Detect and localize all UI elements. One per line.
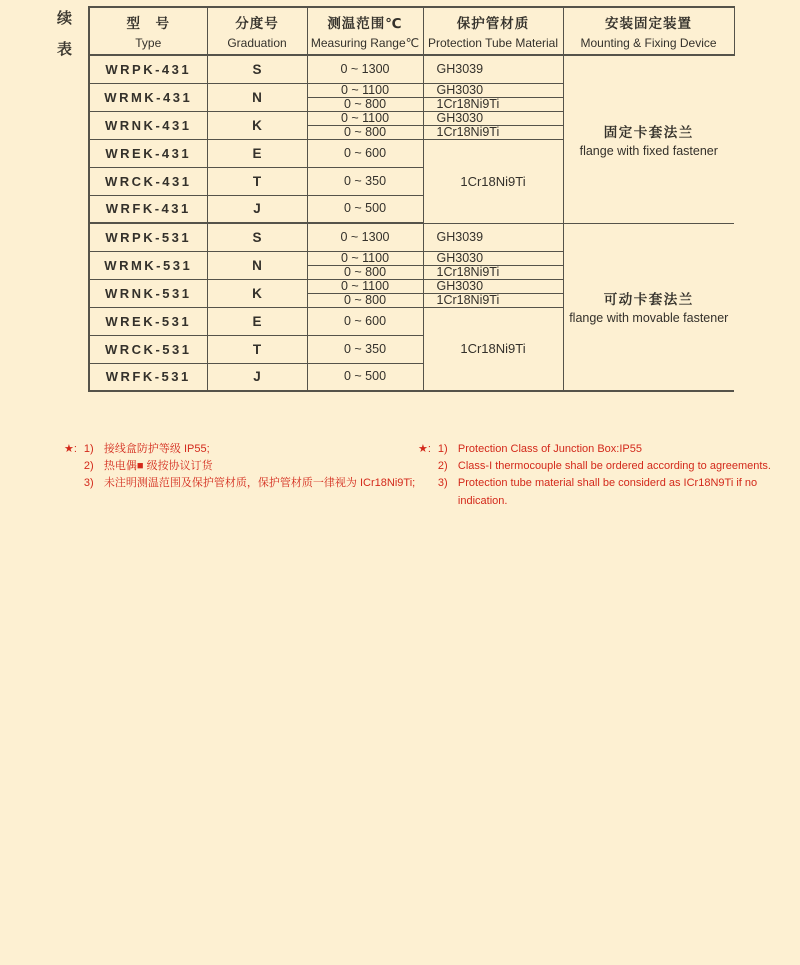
- cell-range: 0 ~ 1300: [307, 55, 423, 83]
- col-header-type-en: Type: [135, 36, 162, 50]
- footnote-number: 2): [83, 460, 94, 473]
- cell-mounting: [563, 55, 734, 223]
- cell-type: WRNK-431: [89, 111, 207, 139]
- cell-protection: GH3030: [423, 111, 563, 125]
- col-header-graduation-en: Graduation: [227, 36, 287, 50]
- continued-char-1: 续: [57, 10, 73, 27]
- footnote-number: 1): [83, 443, 94, 455]
- cell-type: WRFK-531: [89, 363, 207, 391]
- cell-graduation: T: [207, 335, 307, 363]
- footnote-item: [84, 475, 415, 492]
- col-header-range-zh: 测温范围℃: [327, 16, 403, 31]
- col-header-protection: [423, 7, 563, 55]
- cell-range: 0 ~ 350: [307, 167, 423, 195]
- col-header-range-en: Measuring Range℃: [310, 36, 420, 50]
- cell-range: 0 ~ 800: [307, 265, 423, 279]
- cell-graduation: S: [207, 55, 307, 83]
- footnote-number: 3): [437, 477, 448, 490]
- col-header-protection-en: Protection Tube Material: [427, 36, 559, 50]
- star-icon: ★:: [64, 443, 77, 455]
- footnote-number: 1): [437, 443, 448, 455]
- footnote-number: [438, 493, 458, 510]
- cell-protection: GH3039: [423, 55, 563, 83]
- cell-type: WRMK-531: [89, 251, 207, 279]
- cell-graduation: K: [207, 279, 307, 307]
- cell-mounting: [563, 223, 734, 391]
- cell-range: 0 ~ 350: [307, 335, 423, 363]
- footnotes-chinese: [64, 441, 415, 493]
- footnote-lines-en: [438, 441, 771, 510]
- cell-graduation: K: [207, 111, 307, 139]
- cell-graduation: J: [207, 363, 307, 391]
- footnote-text: indication.: [457, 494, 508, 507]
- cell-graduation: J: [207, 195, 307, 223]
- cell-range: 0 ~ 1300: [307, 223, 423, 251]
- footnote-text: 热电偶■ 级按协议订货: [103, 460, 213, 473]
- cell-protection: GH3039: [423, 223, 563, 251]
- col-header-range: [307, 7, 423, 55]
- footnote-item: [84, 441, 415, 458]
- header-row: [89, 7, 734, 55]
- cell-range: 0 ~ 600: [307, 139, 423, 167]
- footnote-item: [84, 458, 415, 475]
- cell-graduation: E: [207, 139, 307, 167]
- cell-type: WRNK-531: [89, 279, 207, 307]
- cell-range: 0 ~ 800: [307, 293, 423, 307]
- cell-range: 0 ~ 600: [307, 307, 423, 335]
- cell-protection: 1Cr18Ni9Ti: [423, 265, 563, 279]
- col-header-mounting-en: Mounting & Fixing Device: [580, 36, 717, 50]
- cell-type: WREK-531: [89, 307, 207, 335]
- cell-range: 0 ~ 800: [307, 125, 423, 139]
- footnote-item: [438, 493, 771, 510]
- footnote-number: 3): [83, 477, 94, 490]
- mounting-zh: 可动卡套法兰: [603, 292, 694, 308]
- cell-protection: GH3030: [423, 251, 563, 265]
- footnote-text: Class-I thermocouple shall be ordered according to agreements.: [457, 460, 771, 473]
- footnote-text: 接线盒防护等级 IP55;: [103, 443, 210, 455]
- mounting-zh: 固定卡套法兰: [603, 124, 694, 140]
- col-header-graduation: [207, 7, 307, 55]
- cell-range: 0 ~ 1100: [307, 83, 423, 97]
- cell-type: WRCK-431: [89, 167, 207, 195]
- mounting-en: flange with movable fastener: [569, 311, 729, 326]
- col-header-protection-zh: 保护管材质: [456, 16, 530, 31]
- cell-graduation: N: [207, 83, 307, 111]
- cell-range: 0 ~ 1100: [307, 251, 423, 265]
- col-header-graduation-zh: 分度号: [235, 16, 279, 31]
- cell-protection-merged: 1Cr18Ni9Ti: [423, 307, 563, 391]
- footnote-item: [438, 441, 771, 458]
- footnote-item: [438, 475, 771, 492]
- cell-graduation: T: [207, 167, 307, 195]
- footnote-text: Protection Class of Junction Box:IP55: [457, 443, 642, 455]
- cell-type: WRCK-531: [89, 335, 207, 363]
- cell-range: 0 ~ 500: [307, 195, 423, 223]
- cell-protection: 1Cr18Ni9Ti: [423, 293, 563, 307]
- cell-range: 0 ~ 800: [307, 97, 423, 111]
- footnotes-english: [418, 441, 771, 510]
- continued-table-label: [57, 7, 72, 59]
- footnote-item: [438, 458, 771, 475]
- continued-char-2: 表: [57, 41, 73, 58]
- cell-range: 0 ~ 1100: [307, 279, 423, 293]
- cell-type: WRFK-431: [89, 195, 207, 223]
- cell-graduation: S: [207, 223, 307, 251]
- footnote-lines-zh: [84, 441, 415, 493]
- col-header-mounting: [563, 7, 734, 55]
- star-icon: ★:: [418, 443, 431, 455]
- cell-protection: 1Cr18Ni9Ti: [423, 125, 563, 139]
- col-header-mounting-zh: 安装固定装置: [605, 16, 692, 31]
- mounting-en: flange with fixed fastener: [579, 143, 718, 158]
- cell-protection-merged: 1Cr18Ni9Ti: [423, 139, 563, 223]
- col-header-type: [89, 7, 207, 55]
- cell-type: WREK-431: [89, 139, 207, 167]
- table-row: [89, 223, 734, 251]
- footnote-text: Protection tube material shall be considerd as ICr18N9Ti if no: [457, 477, 758, 490]
- cell-range: 0 ~ 500: [307, 363, 423, 391]
- cell-protection: 1Cr18Ni9Ti: [423, 97, 563, 111]
- col-header-type-zh: 型 号: [126, 16, 170, 31]
- footnote-number: 2): [437, 460, 448, 473]
- cell-protection: GH3030: [423, 279, 563, 293]
- cell-type: WRPK-431: [89, 55, 207, 83]
- cell-range: 0 ~ 1100: [307, 111, 423, 125]
- table-row: [89, 55, 734, 83]
- footnote-text: 未注明测温范围及保护管材质，保护管材质一律视为 ICr18Ni9Ti;: [103, 477, 416, 490]
- cell-type: WRMK-431: [89, 83, 207, 111]
- cell-graduation: E: [207, 307, 307, 335]
- cell-graduation: N: [207, 251, 307, 279]
- cell-protection: GH3030: [423, 83, 563, 97]
- cell-type: WRPK-531: [89, 223, 207, 251]
- thermocouple-spec-table: [88, 6, 735, 392]
